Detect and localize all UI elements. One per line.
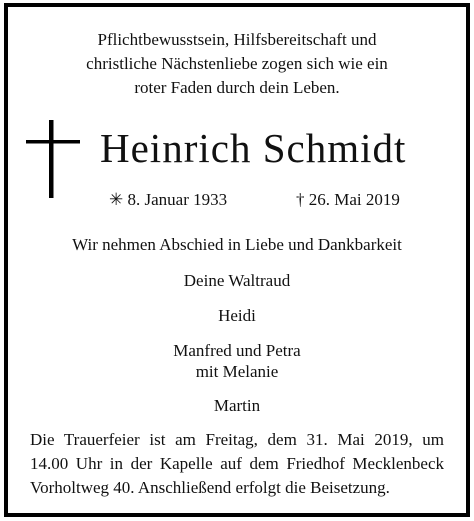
funeral-notice-line-1: Die Trauerfeier ist am Freitag, dem 31. Mai 2019, um — [30, 430, 444, 449]
intro-line-1: Pflichtbewusstsein, Hilfsbereitschaft und — [97, 30, 377, 49]
cross-icon — [26, 120, 80, 198]
funeral-notice — [30, 428, 444, 500]
deceased-name: Heinrich Schmidt — [100, 125, 407, 171]
birth-date: ✳ 8. Januar 1933 — [109, 190, 228, 209]
mourner-name: mit Melanie — [195, 362, 279, 381]
mourner-name: Martin — [213, 396, 261, 415]
mourner-name: Manfred und Petra — [173, 341, 301, 360]
intro-line-3: roter Faden durch dein Leben. — [134, 78, 340, 97]
funeral-notice-line-2: 14.00 Uhr in der Kapelle auf dem Friedhof Mecklenbeck — [30, 454, 444, 473]
farewell-line: Wir nehmen Abschied in Liebe und Dankbarkeit — [72, 235, 402, 254]
mourner-name: Heidi — [218, 306, 256, 325]
intro-verse — [0, 28, 474, 100]
death-date: † 26. Mai 2019 — [296, 190, 400, 209]
funeral-notice-line-3: Vorholtweg 40. Anschließend erfolgt die Beisetzung. — [30, 478, 390, 497]
intro-line-2: christliche Nächstenliebe zogen sich wie ein — [86, 54, 388, 73]
mourner-name: Deine Waltraud — [183, 271, 291, 290]
